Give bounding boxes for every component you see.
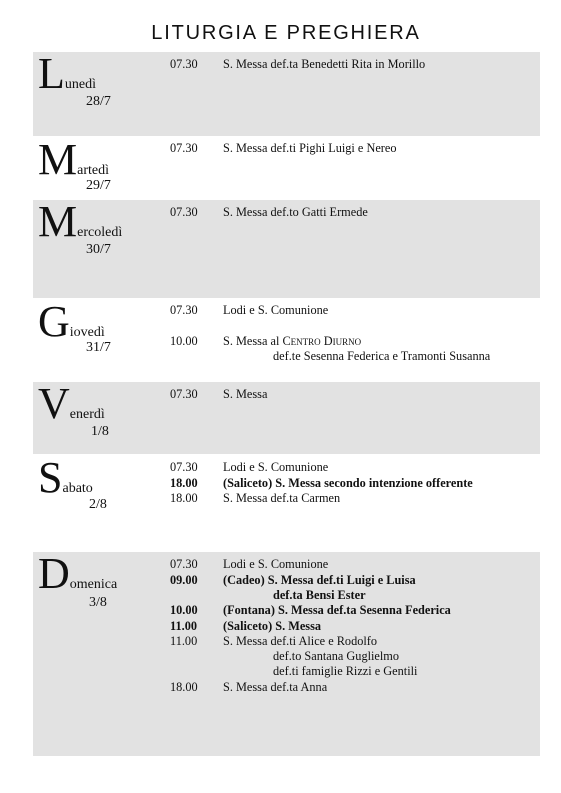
entry-text: Lodi e S. Comunione xyxy=(223,557,329,571)
day-date: 28/7 xyxy=(86,94,111,109)
day-name: enerdì xyxy=(69,407,105,422)
entry-text: Lodi e S. Comunione xyxy=(223,303,329,317)
entry-time: 11.00 xyxy=(170,619,197,633)
entry-text: S. Messa def.ti Alice e Rodolfo xyxy=(223,634,378,648)
entry-time: 18.00 xyxy=(170,680,198,694)
day-date: 31/7 xyxy=(86,340,111,355)
entry-text: S. Messa def.ta Benedetti Rita in Morillo xyxy=(223,57,426,71)
entry-time: 09.00 xyxy=(170,573,198,587)
day-name: artedì xyxy=(77,163,109,178)
entry-text: S. Messa def.ta Carmen xyxy=(223,491,341,505)
entry-time: 07.30 xyxy=(170,303,198,317)
entry-time: 07.30 xyxy=(170,57,198,71)
day-initial: M xyxy=(38,197,78,246)
day-initial: L xyxy=(38,49,65,98)
entry-continuation: def.ti famiglie Rizzi e Gentili xyxy=(273,664,418,678)
entry-time: 11.00 xyxy=(170,634,198,648)
day-initial: S xyxy=(38,453,63,502)
day-label xyxy=(38,197,123,246)
entry-time: 18.00 xyxy=(170,491,198,505)
day-name: abato xyxy=(62,481,93,496)
day-monday xyxy=(33,49,540,136)
day-initial: D xyxy=(38,549,70,598)
day-date: 3/8 xyxy=(89,595,107,610)
entry-text: S. Messa def.ti Pighi Luigi e Nereo xyxy=(223,141,397,155)
entry-time: 10.00 xyxy=(170,603,198,617)
day-date: 1/8 xyxy=(91,424,109,439)
day-label xyxy=(38,135,109,184)
day-label xyxy=(38,453,93,502)
entry-continuation: def.te Sesenna Federica e Tramonti Susanna xyxy=(273,349,491,363)
entry-text: (Saliceto) S. Messa xyxy=(223,619,322,633)
day-name: iovedì xyxy=(69,325,105,340)
entry-time: 07.30 xyxy=(170,460,198,474)
day-label xyxy=(38,379,105,428)
day-date: 2/8 xyxy=(89,497,107,512)
day-initial: M xyxy=(38,135,78,184)
entry-text: S. Messa xyxy=(223,387,268,401)
day-thursday xyxy=(33,298,540,382)
day-friday xyxy=(33,379,540,454)
day-label xyxy=(38,549,118,598)
entry-time: 10.00 xyxy=(170,334,198,348)
day-initial: G xyxy=(38,297,70,346)
day-date: 30/7 xyxy=(86,242,111,257)
entry-text: (Saliceto) S. Messa secondo intenzione offerente xyxy=(223,476,473,490)
entry-text: (Fontana) S. Messa def.ta Sesenna Federica xyxy=(223,603,451,617)
entry-text xyxy=(223,334,361,349)
page-title: LITURGIA E PREGHIERA xyxy=(151,22,421,44)
entry-continuation: def.to Santana Guglielmo xyxy=(273,649,400,663)
entry-time: 07.30 xyxy=(170,141,198,155)
day-wednesday xyxy=(33,197,540,298)
entry-text: S. Messa def.to Gatti Ermede xyxy=(223,205,368,219)
day-name: ercoledì xyxy=(77,225,123,240)
entry-time: 07.30 xyxy=(170,205,198,219)
day-label xyxy=(38,49,96,98)
day-date: 29/7 xyxy=(86,178,111,193)
entry-text: (Cadeo) S. Messa def.ti Luigi e Luisa xyxy=(223,573,416,587)
day-name: omenica xyxy=(69,577,118,592)
day-name: unedì xyxy=(64,77,96,92)
entry-time: 07.30 xyxy=(170,387,198,401)
entry-time: 18.00 xyxy=(170,476,198,490)
entry-continuation: def.ta Bensi Ester xyxy=(273,588,366,602)
day-sunday xyxy=(33,549,540,756)
day-initial: V xyxy=(38,379,70,428)
entry-text: S. Messa def.ta Anna xyxy=(223,680,328,694)
entry-text: Lodi e S. Comunione xyxy=(223,460,329,474)
day-label xyxy=(38,297,105,346)
entry-time: 07.30 xyxy=(170,557,198,571)
day-tuesday xyxy=(33,136,540,200)
entry-location: Centro Diurno xyxy=(282,334,362,348)
entry-text-part: S. Messa al xyxy=(223,334,283,348)
day-saturday xyxy=(33,454,540,552)
